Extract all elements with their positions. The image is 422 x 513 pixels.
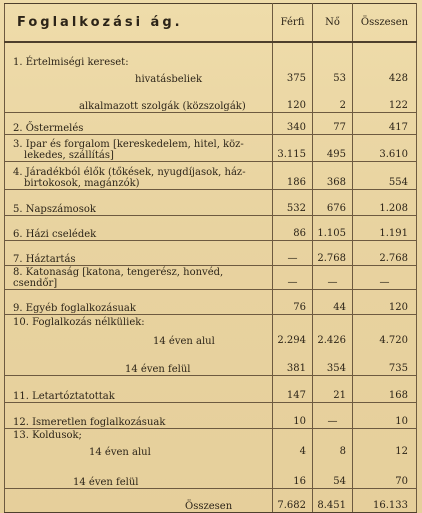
header-occupation: Foglalkozási ág. — [5, 4, 273, 43]
cell-male: 375 — [273, 68, 313, 85]
cell-total: 3.610 — [353, 134, 417, 161]
cell-female: 54 — [313, 458, 353, 488]
cell-total: 70 — [353, 458, 417, 488]
table-row — [5, 68, 417, 85]
cell-female: 1.105 — [313, 215, 353, 240]
table-row — [5, 240, 417, 265]
row-label: 14 éven alul — [5, 441, 273, 458]
row-label: 9. Egyéb foglalkozásuak — [5, 289, 273, 314]
row-label: 11. Letartóztatottak — [5, 375, 273, 402]
total-all: 16.133 — [353, 488, 417, 512]
cell-female: 2.768 — [313, 240, 353, 265]
table-row — [5, 441, 417, 458]
cell-total: 1.208 — [353, 189, 417, 215]
cell-male: 16 — [273, 458, 313, 488]
cell-male — [273, 42, 313, 68]
cell-total: 735 — [353, 347, 417, 375]
row-label-line2: birtokosok, magánzók) — [24, 177, 140, 189]
cell-male: 76 — [273, 289, 313, 314]
cell-male: 120 — [273, 85, 313, 112]
cell-male: 3.115 — [273, 134, 313, 161]
cell-total — [353, 42, 417, 68]
table-row — [5, 265, 417, 289]
table-row — [5, 428, 417, 441]
row-label: 14 éven alul — [5, 328, 273, 347]
header-female: Nő — [313, 4, 353, 43]
row-label: 14 éven felül — [5, 458, 273, 488]
total-female: 8.451 — [313, 488, 353, 512]
cell-male: 2.294 — [273, 328, 313, 347]
row-label: 13. Koldusok; — [5, 428, 273, 441]
cell-female: 21 — [313, 375, 353, 402]
cell-total: 554 — [353, 161, 417, 189]
occupation-table — [4, 3, 417, 513]
table-row — [5, 161, 417, 189]
cell-female: 2 — [313, 85, 353, 112]
table-row — [5, 112, 417, 134]
row-label-line1: 3. Ipar és forgalom [kereskedelem, hitel, köz- — [13, 138, 244, 150]
cell-female: — — [313, 402, 353, 428]
row-label-line1: 4. Járadékból élők (tőkések, nyugdíjasok, ház- — [13, 166, 246, 178]
row-label: alkalmazott szolgák (közszolgák) — [5, 85, 273, 112]
cell-male: — — [273, 265, 313, 289]
cell-female: 8 — [313, 441, 353, 458]
cell-female: 44 — [313, 289, 353, 314]
cell-total: 428 — [353, 68, 417, 85]
cell-total: 1.191 — [353, 215, 417, 240]
cell-female: 676 — [313, 189, 353, 215]
table-row — [5, 189, 417, 215]
table-row — [5, 458, 417, 488]
cell-total: 10 — [353, 402, 417, 428]
table-header — [5, 4, 417, 43]
table-row — [5, 289, 417, 314]
cell-total: 2.768 — [353, 240, 417, 265]
cell-male: 381 — [273, 347, 313, 375]
table-row — [5, 402, 417, 428]
cell-total: 120 — [353, 289, 417, 314]
total-row — [5, 488, 417, 512]
table-row — [5, 347, 417, 375]
table-row — [5, 42, 417, 68]
row-label: 6. Házi cselédek — [5, 215, 273, 240]
row-label: 7. Háztartás — [5, 240, 273, 265]
cell-female — [313, 428, 353, 441]
row-label: 2. Őstermelés — [5, 112, 273, 134]
cell-female: 2.426 — [313, 328, 353, 347]
cell-total: 12 — [353, 441, 417, 458]
cell-total: 122 — [353, 85, 417, 112]
row-label: 1. Értelmiségi kereset: — [5, 42, 273, 68]
row-label: 5. Napszámosok — [5, 189, 273, 215]
cell-female: 368 — [313, 161, 353, 189]
table-row — [5, 328, 417, 347]
cell-male: 10 — [273, 402, 313, 428]
cell-total: — — [353, 265, 417, 289]
cell-male: — — [273, 240, 313, 265]
total-label: Összesen — [5, 488, 273, 512]
cell-total: 168 — [353, 375, 417, 402]
row-label: 10. Foglalkozás nélküliek: — [5, 314, 273, 328]
cell-total: 4.720 — [353, 328, 417, 347]
row-label — [5, 161, 273, 189]
table-row — [5, 134, 417, 161]
row-label: 12. Ismeretlen foglalkozásuak — [5, 402, 273, 428]
cell-male: 186 — [273, 161, 313, 189]
cell-male: 340 — [273, 112, 313, 134]
row-label: 8. Katonaság [katona, tengerész, honvéd, csendőr] — [5, 265, 273, 289]
cell-female: 354 — [313, 347, 353, 375]
row-label — [5, 134, 273, 161]
cell-female — [313, 42, 353, 68]
cell-male: 86 — [273, 215, 313, 240]
table-row — [5, 215, 417, 240]
total-male: 7.682 — [273, 488, 313, 512]
cell-male: 532 — [273, 189, 313, 215]
row-label: 14 éven felül — [5, 347, 273, 375]
cell-male — [273, 314, 313, 328]
header-male: Férfi — [273, 4, 313, 43]
header-total: Összesen — [353, 4, 417, 43]
cell-male: 147 — [273, 375, 313, 402]
cell-female: — — [313, 265, 353, 289]
cell-female: 77 — [313, 112, 353, 134]
table-row — [5, 314, 417, 328]
cell-total — [353, 314, 417, 328]
cell-male — [273, 428, 313, 441]
cell-total — [353, 428, 417, 441]
cell-female — [313, 314, 353, 328]
cell-female: 53 — [313, 68, 353, 85]
cell-total: 417 — [353, 112, 417, 134]
cell-female: 495 — [313, 134, 353, 161]
table-row — [5, 85, 417, 112]
row-label: hivatásbeliek — [5, 68, 273, 85]
row-label-line2: lekedes, szállítás] — [24, 149, 114, 161]
cell-male: 4 — [273, 441, 313, 458]
table-row — [5, 375, 417, 402]
